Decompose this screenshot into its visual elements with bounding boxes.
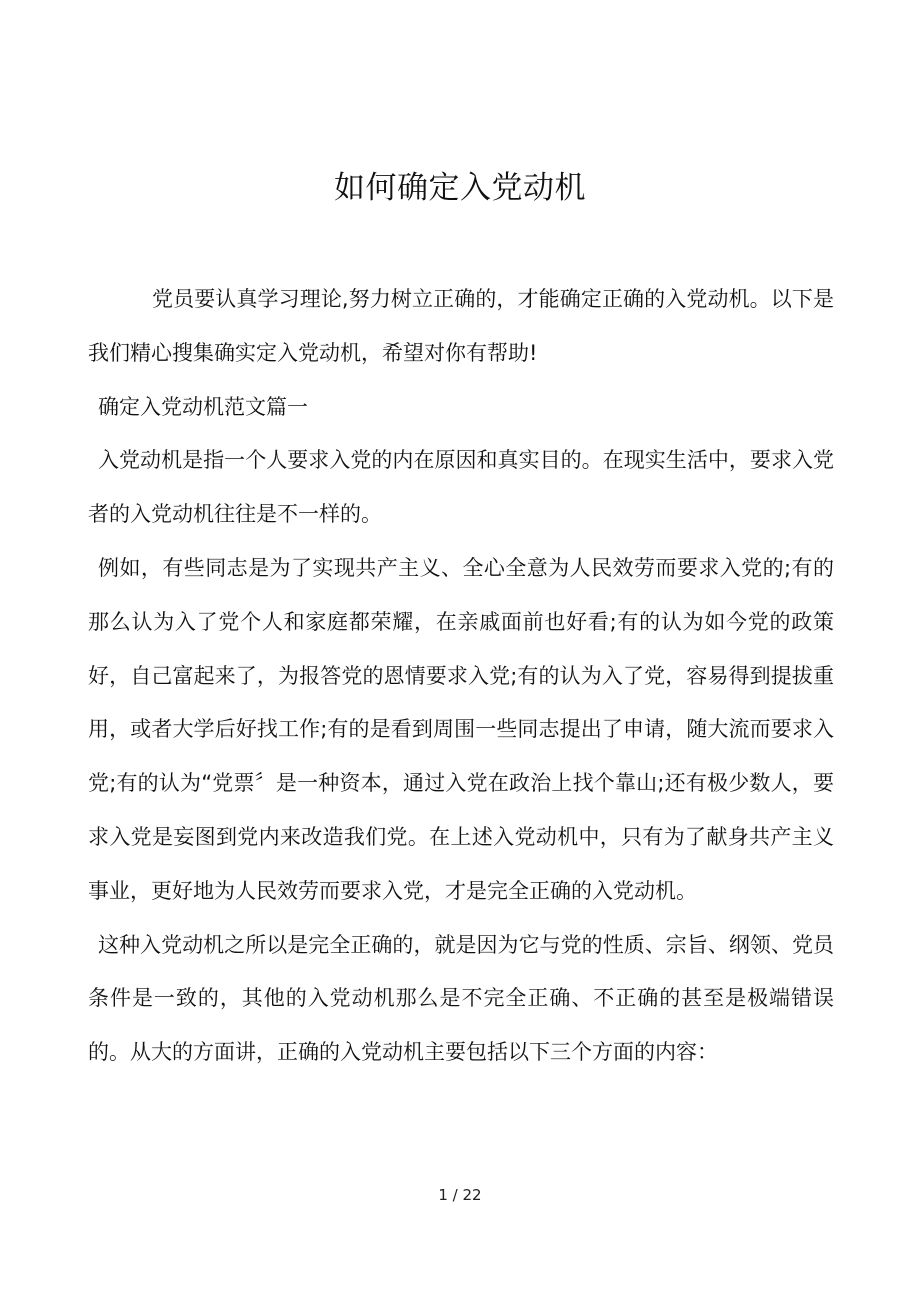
document-title: 如何确定入党动机 <box>334 170 586 206</box>
page-number: 1 / 22 <box>438 1186 482 1204</box>
body-paragraph: 入党动机是指一个人要求入党的内在原因和真实目的。在现实生活中，要求入党者的入党动机往往是不一样的。 <box>88 448 834 527</box>
body-paragraph: 这种入党动机之所以是完全正确的，就是因为它与党的性质、宗旨、纲领、党员条件是一致的，其他的入党动机那么是不完全正确、不正确的甚至是极端错误的。从大的方面讲，正确的入党动机主要包括以下三个方面的内容： <box>88 932 834 1065</box>
body-paragraph: 例如，有些同志是为了实现共产主义、全心全意为人民效劳而要求入党的;有的那么认为入了党个人和家庭都荣耀，在亲戚面前也好看;有的认为如今党的政策好，自己富起来了，为报答党的恩情要求入党;有的认为入了党，容易得到提拔重用，或者大学后好找工作;有的是看到周围一些同志提出了申请，随大流而要求入党;有的认为“党票〞是一种资本，通过入党在政治上找个靠山;还有极少数人，要求入党是妄图到党内来改造我们党。在上述入党动机中，只有为了献身共产主义事业，更好地为人民效劳而要求入党，才是完全正确的入党动机。 <box>88 555 834 903</box>
section-heading: 确定入党动机范文篇一 <box>98 394 308 419</box>
intro-paragraph: 党员要认真学习理论,努力树立正确的，才能确定正确的入党动机。以下是我们精心搜集确实定入党动机，希望对你有帮助! <box>88 287 834 365</box>
document-body <box>88 273 834 1080</box>
